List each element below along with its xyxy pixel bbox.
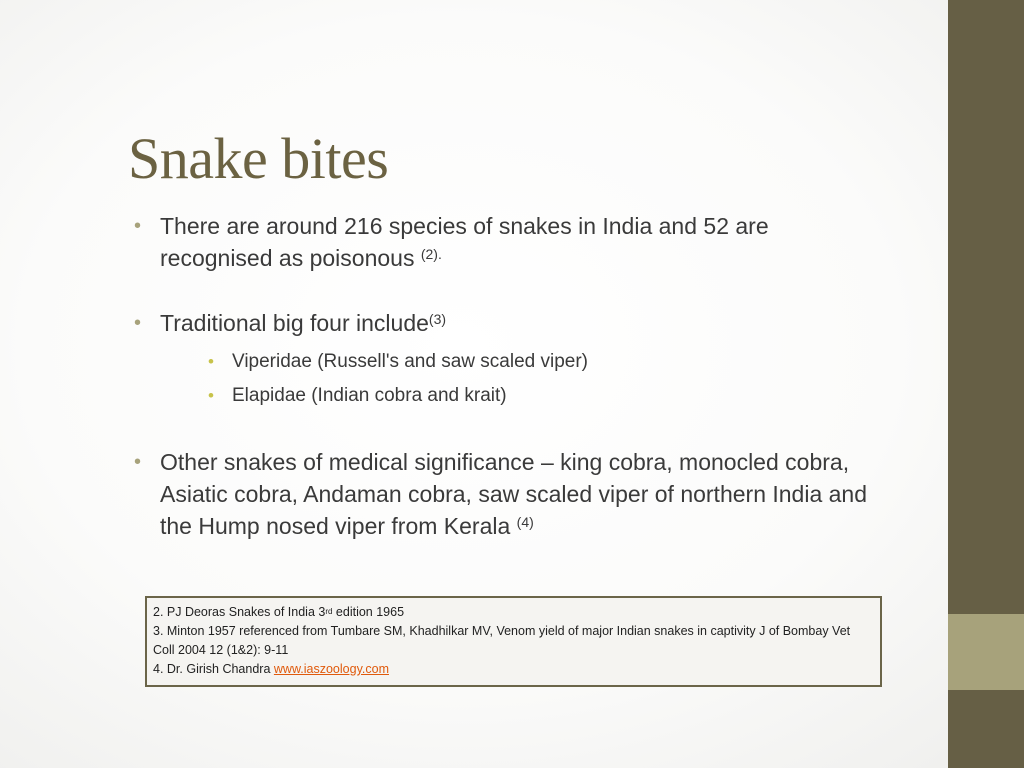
reference-4	[153, 660, 874, 679]
slide-title: Snake bites	[128, 126, 389, 191]
bullet-text: Traditional big four include	[160, 310, 429, 336]
bullet-other-snakes	[134, 446, 874, 542]
reference-4-text: 4. Dr. Girish Chandra	[153, 662, 274, 676]
decorative-side-accent	[948, 614, 1024, 690]
bullet-dot-icon: •	[134, 312, 142, 334]
reference-marker: (2).	[420, 246, 442, 262]
sub-bullet-viperidae	[208, 345, 874, 379]
bullet-text: There are around 216 species of snakes in India and 52 are recognised as poisonous	[160, 213, 769, 271]
sub-bullet-text: Viperidae (Russell's and saw scaled viper)	[232, 351, 588, 372]
sub-bullet-dot-icon: •	[208, 352, 214, 371]
references-box	[145, 596, 882, 687]
sub-bullet-dot-icon: •	[208, 386, 214, 405]
reference-2-text: 2. PJ Deoras Snakes of India 3	[153, 605, 326, 619]
bullet-species-count	[134, 210, 874, 274]
reference-2	[153, 603, 874, 622]
reference-4-link[interactable]: www.iaszoology.com	[273, 662, 389, 676]
bullet-list	[134, 210, 874, 542]
bullet-text: Other snakes of medical significance – king cobra, monocled cobra, Asiatic cobra, Andaman cobra, saw scaled viper of northern India and the Hump nosed viper from Kerala	[160, 449, 868, 539]
sub-bullet-list	[160, 345, 874, 413]
bullet-dot-icon: •	[134, 451, 142, 473]
sub-bullet-elapidae	[208, 379, 874, 413]
bullet-big-four	[134, 307, 874, 413]
reference-2-edition: edition 1965	[332, 605, 405, 619]
reference-marker: (4)	[516, 514, 534, 530]
ordinal-superscript: rd	[325, 607, 333, 616]
sub-bullet-text: Elapidae (Indian cobra and krait)	[232, 385, 507, 406]
bullet-dot-icon: •	[134, 215, 142, 237]
reference-3: 3. Minton 1957 referenced from Tumbare SM, Khadhilkar MV, Venom yield of major Indian snakes in captivity J of Bombay Vet Coll 2004 12 (1&2): 9-11	[153, 624, 851, 657]
reference-marker: (3)	[428, 311, 447, 327]
